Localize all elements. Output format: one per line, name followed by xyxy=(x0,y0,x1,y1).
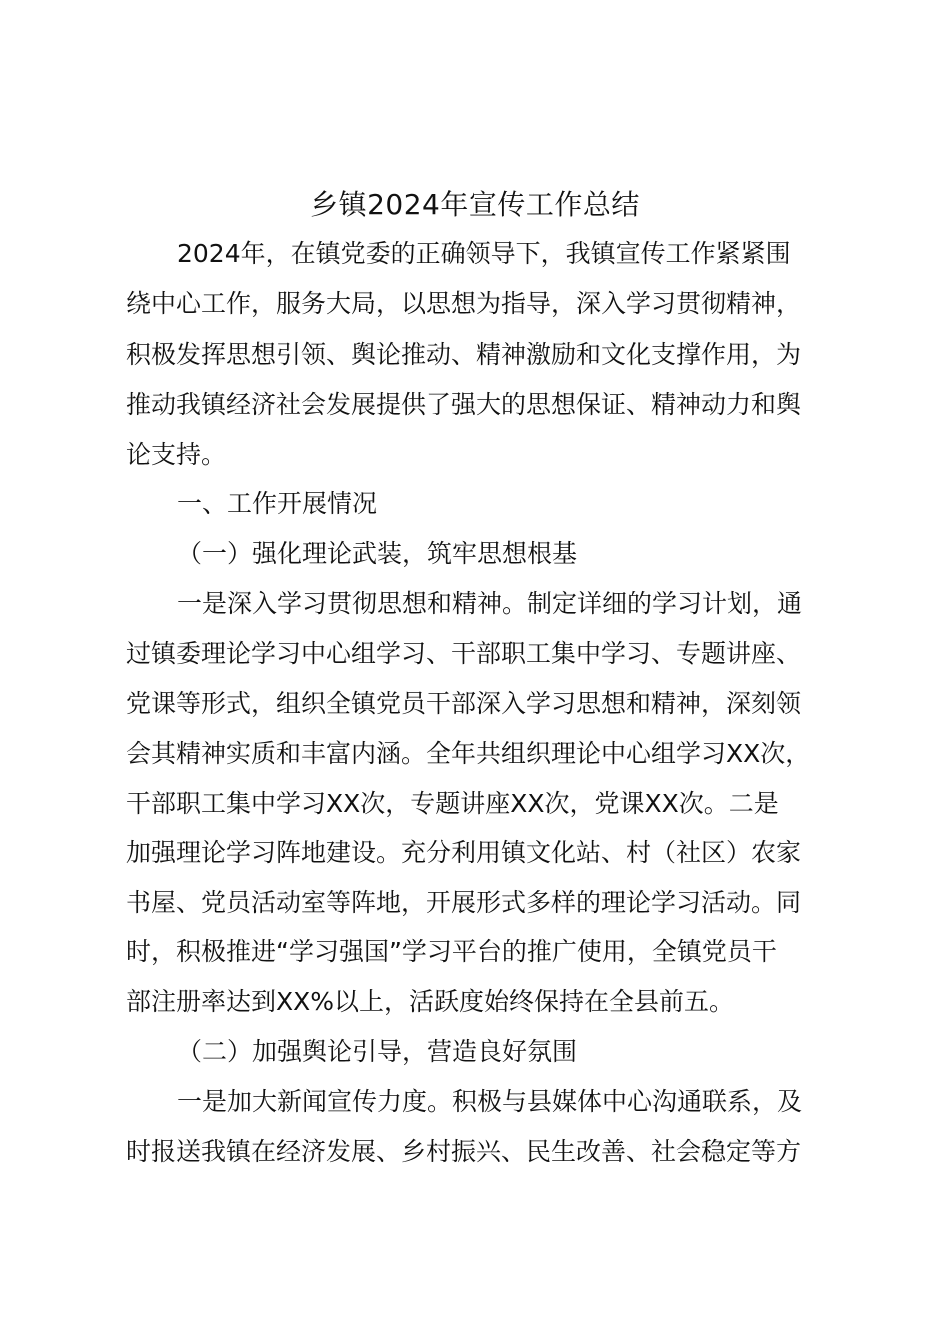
document-title: 乡镇2024年宣传工作总结 xyxy=(310,188,640,221)
section-heading: 一、工作开展情况 xyxy=(177,489,378,518)
paragraph-line: 积极发挥思想引领、舆论推动、精神激励和文化支撑作用，为 xyxy=(126,340,802,369)
paragraph-line: 过镇委理论学习中心组学习、干部职工集中学习、专题讲座、 xyxy=(126,639,802,668)
subsection-heading: （一）强化理论武装，筑牢思想根基 xyxy=(177,539,578,568)
paragraph-line: 2024年，在镇党委的正确领导下，我镇宣传工作紧紧围 xyxy=(177,239,791,268)
paragraph-line: 部注册率达到XX%以上，活跃度始终保持在全县前五。 xyxy=(126,987,735,1016)
paragraph-line: 论支持。 xyxy=(126,440,227,469)
paragraph-line: 绕中心工作，服务大局，以思想为指导，深入学习贯彻精神， xyxy=(126,289,802,318)
paragraph-line: 干部职工集中学习XX次，专题讲座XX次，党课XX次。二是 xyxy=(126,789,779,818)
subsection-heading: （二）加强舆论引导，营造良好氛围 xyxy=(177,1037,578,1066)
paragraph-line: 书屋、党员活动室等阵地，开展形式多样的理论学习活动。同 xyxy=(126,888,802,917)
paragraph-line: 推动我镇经济社会发展提供了强大的思想保证、精神动力和舆 xyxy=(126,390,802,419)
paragraph-line: 时，积极推进“学习强国”学习平台的推广使用，全镇党员干 xyxy=(126,937,777,966)
paragraph-line: 时报送我镇在经济发展、乡村振兴、民生改善、社会稳定等方 xyxy=(126,1137,802,1166)
paragraph-line: 党课等形式，组织全镇党员干部深入学习思想和精神，深刻领 xyxy=(126,689,802,718)
paragraph-line: 加强理论学习阵地建设。充分利用镇文化站、村（社区）农家 xyxy=(126,838,802,867)
paragraph-line: 会其精神实质和丰富内涵。全年共组织理论中心组学习XX次， xyxy=(126,739,811,768)
paragraph-line: 一是加大新闻宣传力度。积极与县媒体中心沟通联系，及 xyxy=(177,1087,803,1116)
paragraph-line: 一是深入学习贯彻思想和精神。制定详细的学习计划，通 xyxy=(177,589,803,618)
